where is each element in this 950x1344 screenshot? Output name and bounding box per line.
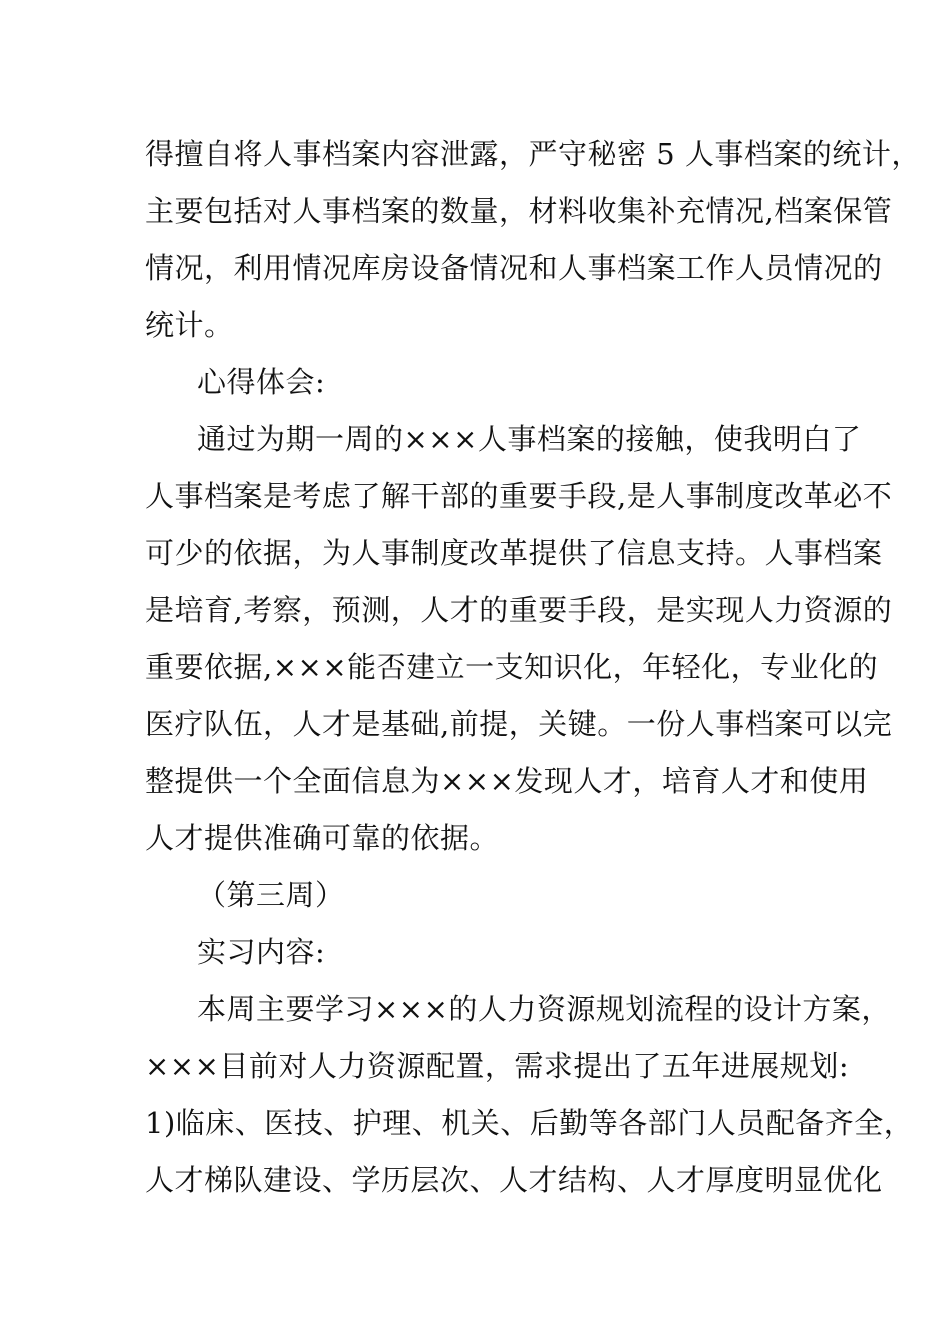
- text-line: 本周主要学习×××的人力资源规划流程的设计方案，: [197, 992, 891, 1026]
- section-heading: 实习内容:: [197, 935, 326, 969]
- text-line: 1)临床、医技、护理、机关、后勤等各部门人员配备齐全，: [145, 1106, 914, 1140]
- text-line: 人才提供准确可靠的依据。: [145, 821, 500, 855]
- text-line: 统计。: [145, 308, 234, 342]
- text-line: 整提供一个全面信息为×××发现人才，培育人才和使用: [145, 764, 869, 798]
- text-line: 通过为期一周的×××人事档案的接触，使我明白了: [197, 422, 862, 456]
- text-line: 医疗队伍，人才是基础,前提，关键。一份人事档案可以完: [145, 707, 893, 741]
- text-line: 得擅自将人事档案内容泄露，严守秘密 5 人事档案的统计，: [145, 137, 921, 171]
- document-body: [145, 126, 921, 1209]
- week-heading: （第三周）: [197, 878, 345, 912]
- text-line: 情况，利用情况库房设备情况和人事档案工作人员情况的: [145, 251, 883, 285]
- text-line: 可少的依据，为人事制度改革提供了信息支持。人事档案: [145, 536, 883, 570]
- text-line: 是培育,考察，预测，人才的重要手段，是实现人力资源的: [145, 593, 893, 627]
- text-line: ×××目前对人力资源配置，需求提出了五年进展规划:: [145, 1049, 850, 1083]
- text-line: 重要依据,×××能否建立一支知识化，年轻化，专业化的: [145, 650, 879, 684]
- text-line: 人事档案是考虑了解干部的重要手段,是人事制度改革必不: [145, 479, 893, 513]
- section-heading: 心得体会:: [197, 365, 326, 399]
- text-line: 主要包括对人事档案的数量，材料收集补充情况,档案保管: [145, 194, 893, 228]
- text-line: 人才梯队建设、学历层次、人才结构、人才厚度明显优化: [145, 1163, 883, 1197]
